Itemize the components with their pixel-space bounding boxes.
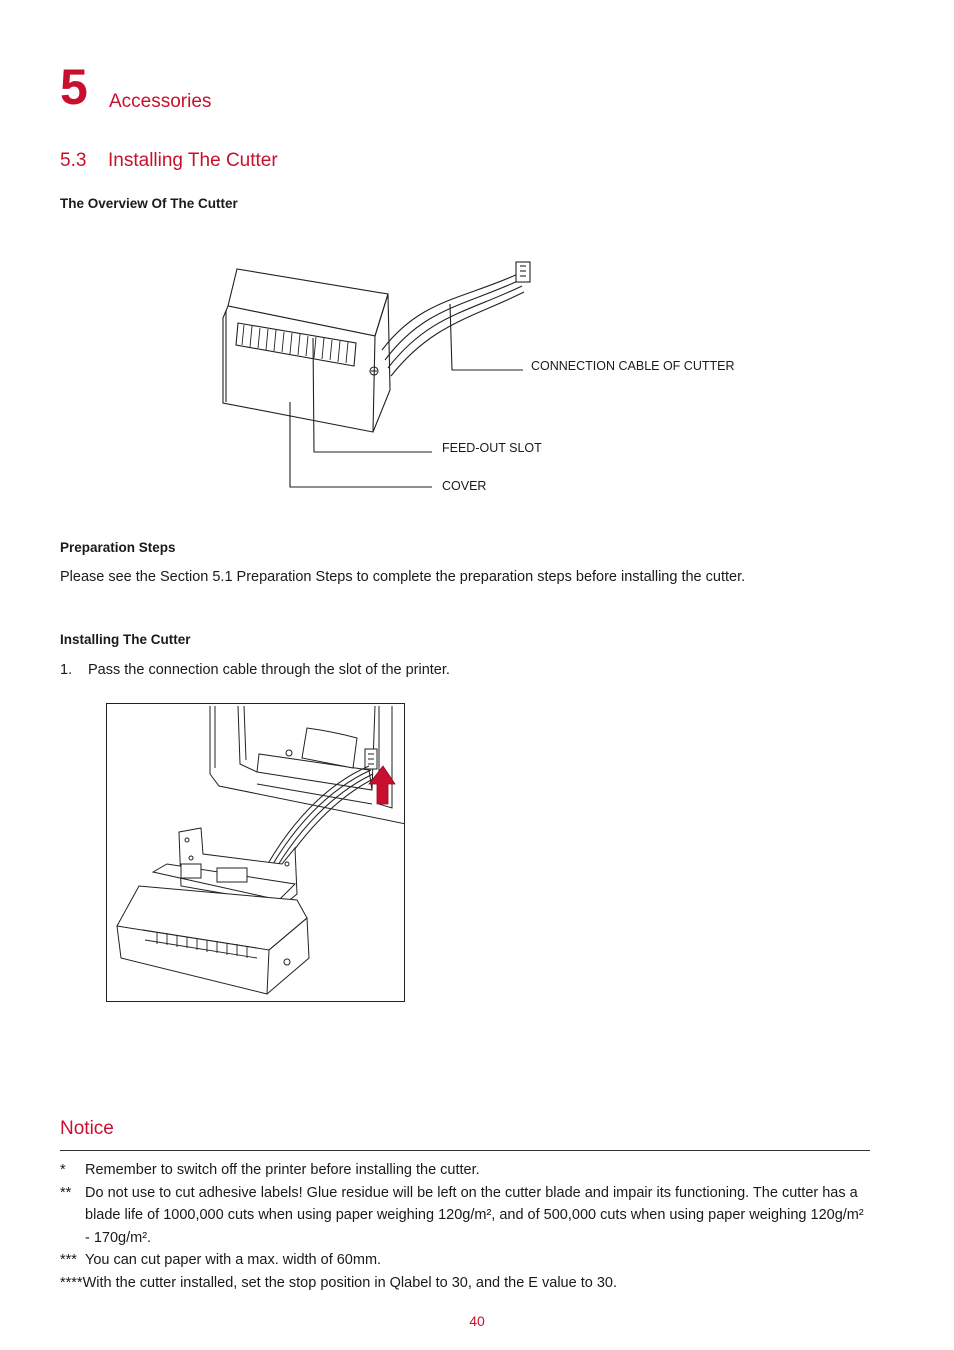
notice-marker: *** bbox=[60, 1252, 77, 1268]
notice-item bbox=[60, 1272, 870, 1295]
cutter-overview-diagram bbox=[0, 0, 954, 540]
preparation-heading: Preparation Steps bbox=[60, 540, 176, 555]
notice-text: Remember to switch off the printer before installing the cutter. bbox=[85, 1162, 480, 1178]
notice-text: You can cut paper with a max. width of 60mm. bbox=[85, 1252, 382, 1268]
step-1-number: 1. bbox=[60, 662, 73, 678]
preparation-text: Please see the Section 5.1 Preparation Steps to complete the preparation steps before installing the cutter. bbox=[60, 569, 746, 585]
notice-divider bbox=[60, 1150, 870, 1151]
section-title-text: Installing The Cutter bbox=[108, 150, 278, 171]
callout-cover: COVER bbox=[442, 479, 487, 493]
chapter-title: Accessories bbox=[109, 91, 212, 112]
notice-text: Do not use to cut adhesive labels! Glue residue will be left on the cutter blade and impair its functioning. The cutter has a blade life of 1000,000 cuts when using paper weighing 120g/m², and of 500,000 cuts when using paper weighing 120g/m² - 170g/m². bbox=[85, 1184, 864, 1246]
notice-item bbox=[60, 1249, 870, 1272]
chapter-number: 5 bbox=[60, 59, 88, 115]
page-number: 40 bbox=[469, 1313, 485, 1329]
section-number: 5.3 bbox=[60, 150, 87, 171]
notice-text: With the cutter installed, set the stop position in Qlabel to 30, and the E value to 30. bbox=[82, 1274, 617, 1291]
notice-title: Notice bbox=[60, 1118, 114, 1139]
notice-marker: ** bbox=[60, 1184, 72, 1201]
installation-figure bbox=[106, 703, 405, 1002]
installing-heading: Installing The Cutter bbox=[60, 632, 191, 647]
notice-list bbox=[60, 1159, 870, 1294]
installation-diagram bbox=[107, 704, 405, 1002]
notice-marker: **** bbox=[60, 1274, 83, 1291]
callout-feed-out-slot: FEED-OUT SLOT bbox=[442, 441, 542, 455]
notice-marker: * bbox=[60, 1162, 66, 1178]
notice-item bbox=[60, 1182, 870, 1250]
overview-heading: The Overview Of The Cutter bbox=[60, 196, 238, 211]
notice-item bbox=[60, 1159, 870, 1182]
step-1 bbox=[60, 662, 450, 678]
step-1-text: Pass the connection cable through the slot of the printer. bbox=[88, 662, 450, 678]
callout-connection-cable: CONNECTION CABLE OF CUTTER bbox=[531, 359, 735, 373]
